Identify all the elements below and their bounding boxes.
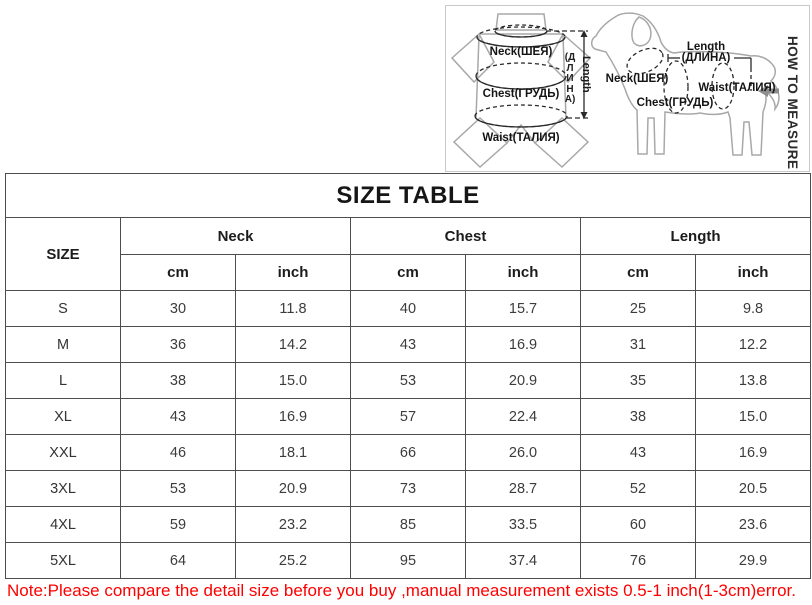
value-cell: 64 <box>121 543 236 579</box>
table-row <box>6 507 811 543</box>
value-cell: 23.6 <box>696 507 811 543</box>
value-cell: 73 <box>351 471 466 507</box>
unit-header-length-inch: inch <box>696 255 811 291</box>
size-cell: S <box>6 291 121 327</box>
size-cell: L <box>6 363 121 399</box>
value-cell: 46 <box>121 435 236 471</box>
value-cell: 43 <box>581 435 696 471</box>
value-cell: 38 <box>581 399 696 435</box>
value-cell: 13.8 <box>696 363 811 399</box>
shirt-chest-label: Chest(ГРУДЬ) <box>482 88 560 100</box>
value-cell: 53 <box>121 471 236 507</box>
column-header-size: SIZE <box>6 218 121 291</box>
value-cell: 52 <box>581 471 696 507</box>
value-cell: 15.7 <box>466 291 581 327</box>
shirt-length-cyrillic-label: (ДЛИНА) <box>564 52 576 106</box>
value-cell: 29.9 <box>696 543 811 579</box>
value-cell: 53 <box>351 363 466 399</box>
value-cell: 26.0 <box>466 435 581 471</box>
dog-chest-label: Chest(ГРУДЬ) <box>636 97 714 109</box>
column-header-neck: Neck <box>121 218 351 255</box>
value-cell: 15.0 <box>696 399 811 435</box>
value-cell: 40 <box>351 291 466 327</box>
column-header-chest: Chest <box>351 218 581 255</box>
table-title: SIZE TABLE <box>6 174 811 218</box>
value-cell: 25.2 <box>236 543 351 579</box>
dog-waist-label: Waist(ТАЛИЯ) <box>698 82 776 94</box>
value-cell: 16.9 <box>696 435 811 471</box>
value-cell: 23.2 <box>236 507 351 543</box>
value-cell: 66 <box>351 435 466 471</box>
table-row <box>6 543 811 579</box>
value-cell: 59 <box>121 507 236 543</box>
value-cell: 43 <box>351 327 466 363</box>
size-cell: M <box>6 327 121 363</box>
table-group-header-row <box>6 218 811 255</box>
table-row <box>6 435 811 471</box>
dog-length-label: Length <box>686 41 726 53</box>
value-cell: 30 <box>121 291 236 327</box>
note: Note:Please compare the detail size before you buy ,manual measurement exists 0.5-1 inch(1-3cm)error. <box>7 581 796 600</box>
value-cell: 60 <box>581 507 696 543</box>
table-row <box>6 471 811 507</box>
value-cell: 16.9 <box>236 399 351 435</box>
unit-header-neck-cm: cm <box>121 255 236 291</box>
value-cell: 12.2 <box>696 327 811 363</box>
value-cell: 9.8 <box>696 291 811 327</box>
size-cell: 4XL <box>6 507 121 543</box>
unit-header-chest-inch: inch <box>466 255 581 291</box>
shirt-length-label: Length <box>580 56 592 93</box>
value-cell: 37.4 <box>466 543 581 579</box>
size-cell: 3XL <box>6 471 121 507</box>
size-cell: XXL <box>6 435 121 471</box>
value-cell: 11.8 <box>236 291 351 327</box>
value-cell: 38 <box>121 363 236 399</box>
shirt-waist-label: Waist(ТАЛИЯ) <box>482 132 560 144</box>
value-cell: 14.2 <box>236 327 351 363</box>
size-table <box>5 173 811 579</box>
table-title-row <box>6 174 811 218</box>
unit-header-length-cm: cm <box>581 255 696 291</box>
value-cell: 95 <box>351 543 466 579</box>
value-cell: 16.9 <box>466 327 581 363</box>
value-cell: 22.4 <box>466 399 581 435</box>
size-table-body <box>6 291 811 579</box>
value-cell: 28.7 <box>466 471 581 507</box>
table-unit-header-row <box>6 255 811 291</box>
table-row <box>6 363 811 399</box>
value-cell: 25 <box>581 291 696 327</box>
value-cell: 57 <box>351 399 466 435</box>
table-row <box>6 291 811 327</box>
value-cell: 18.1 <box>236 435 351 471</box>
value-cell: 43 <box>121 399 236 435</box>
value-cell: 33.5 <box>466 507 581 543</box>
value-cell: 20.9 <box>466 363 581 399</box>
value-cell: 85 <box>351 507 466 543</box>
shirt-neck-label: Neck(ШЕЯ) <box>489 46 553 58</box>
how-to-measure-diagram <box>445 5 810 172</box>
value-cell: 76 <box>581 543 696 579</box>
size-cell: XL <box>6 399 121 435</box>
value-cell: 20.9 <box>236 471 351 507</box>
table-row <box>6 399 811 435</box>
value-cell: 31 <box>581 327 696 363</box>
dog-length-cyrillic-label: (ДЛИНА) <box>681 52 731 64</box>
unit-header-neck-inch: inch <box>236 255 351 291</box>
unit-header-chest-cm: cm <box>351 255 466 291</box>
value-cell: 35 <box>581 363 696 399</box>
table-row <box>6 327 811 363</box>
column-header-length: Length <box>581 218 811 255</box>
size-cell: 5XL <box>6 543 121 579</box>
how-to-measure-label: HOW TO MEASURE <box>785 36 800 170</box>
value-cell: 20.5 <box>696 471 811 507</box>
value-cell: 15.0 <box>236 363 351 399</box>
dog-neck-label: Neck(ШЕЯ) <box>605 73 669 85</box>
value-cell: 36 <box>121 327 236 363</box>
